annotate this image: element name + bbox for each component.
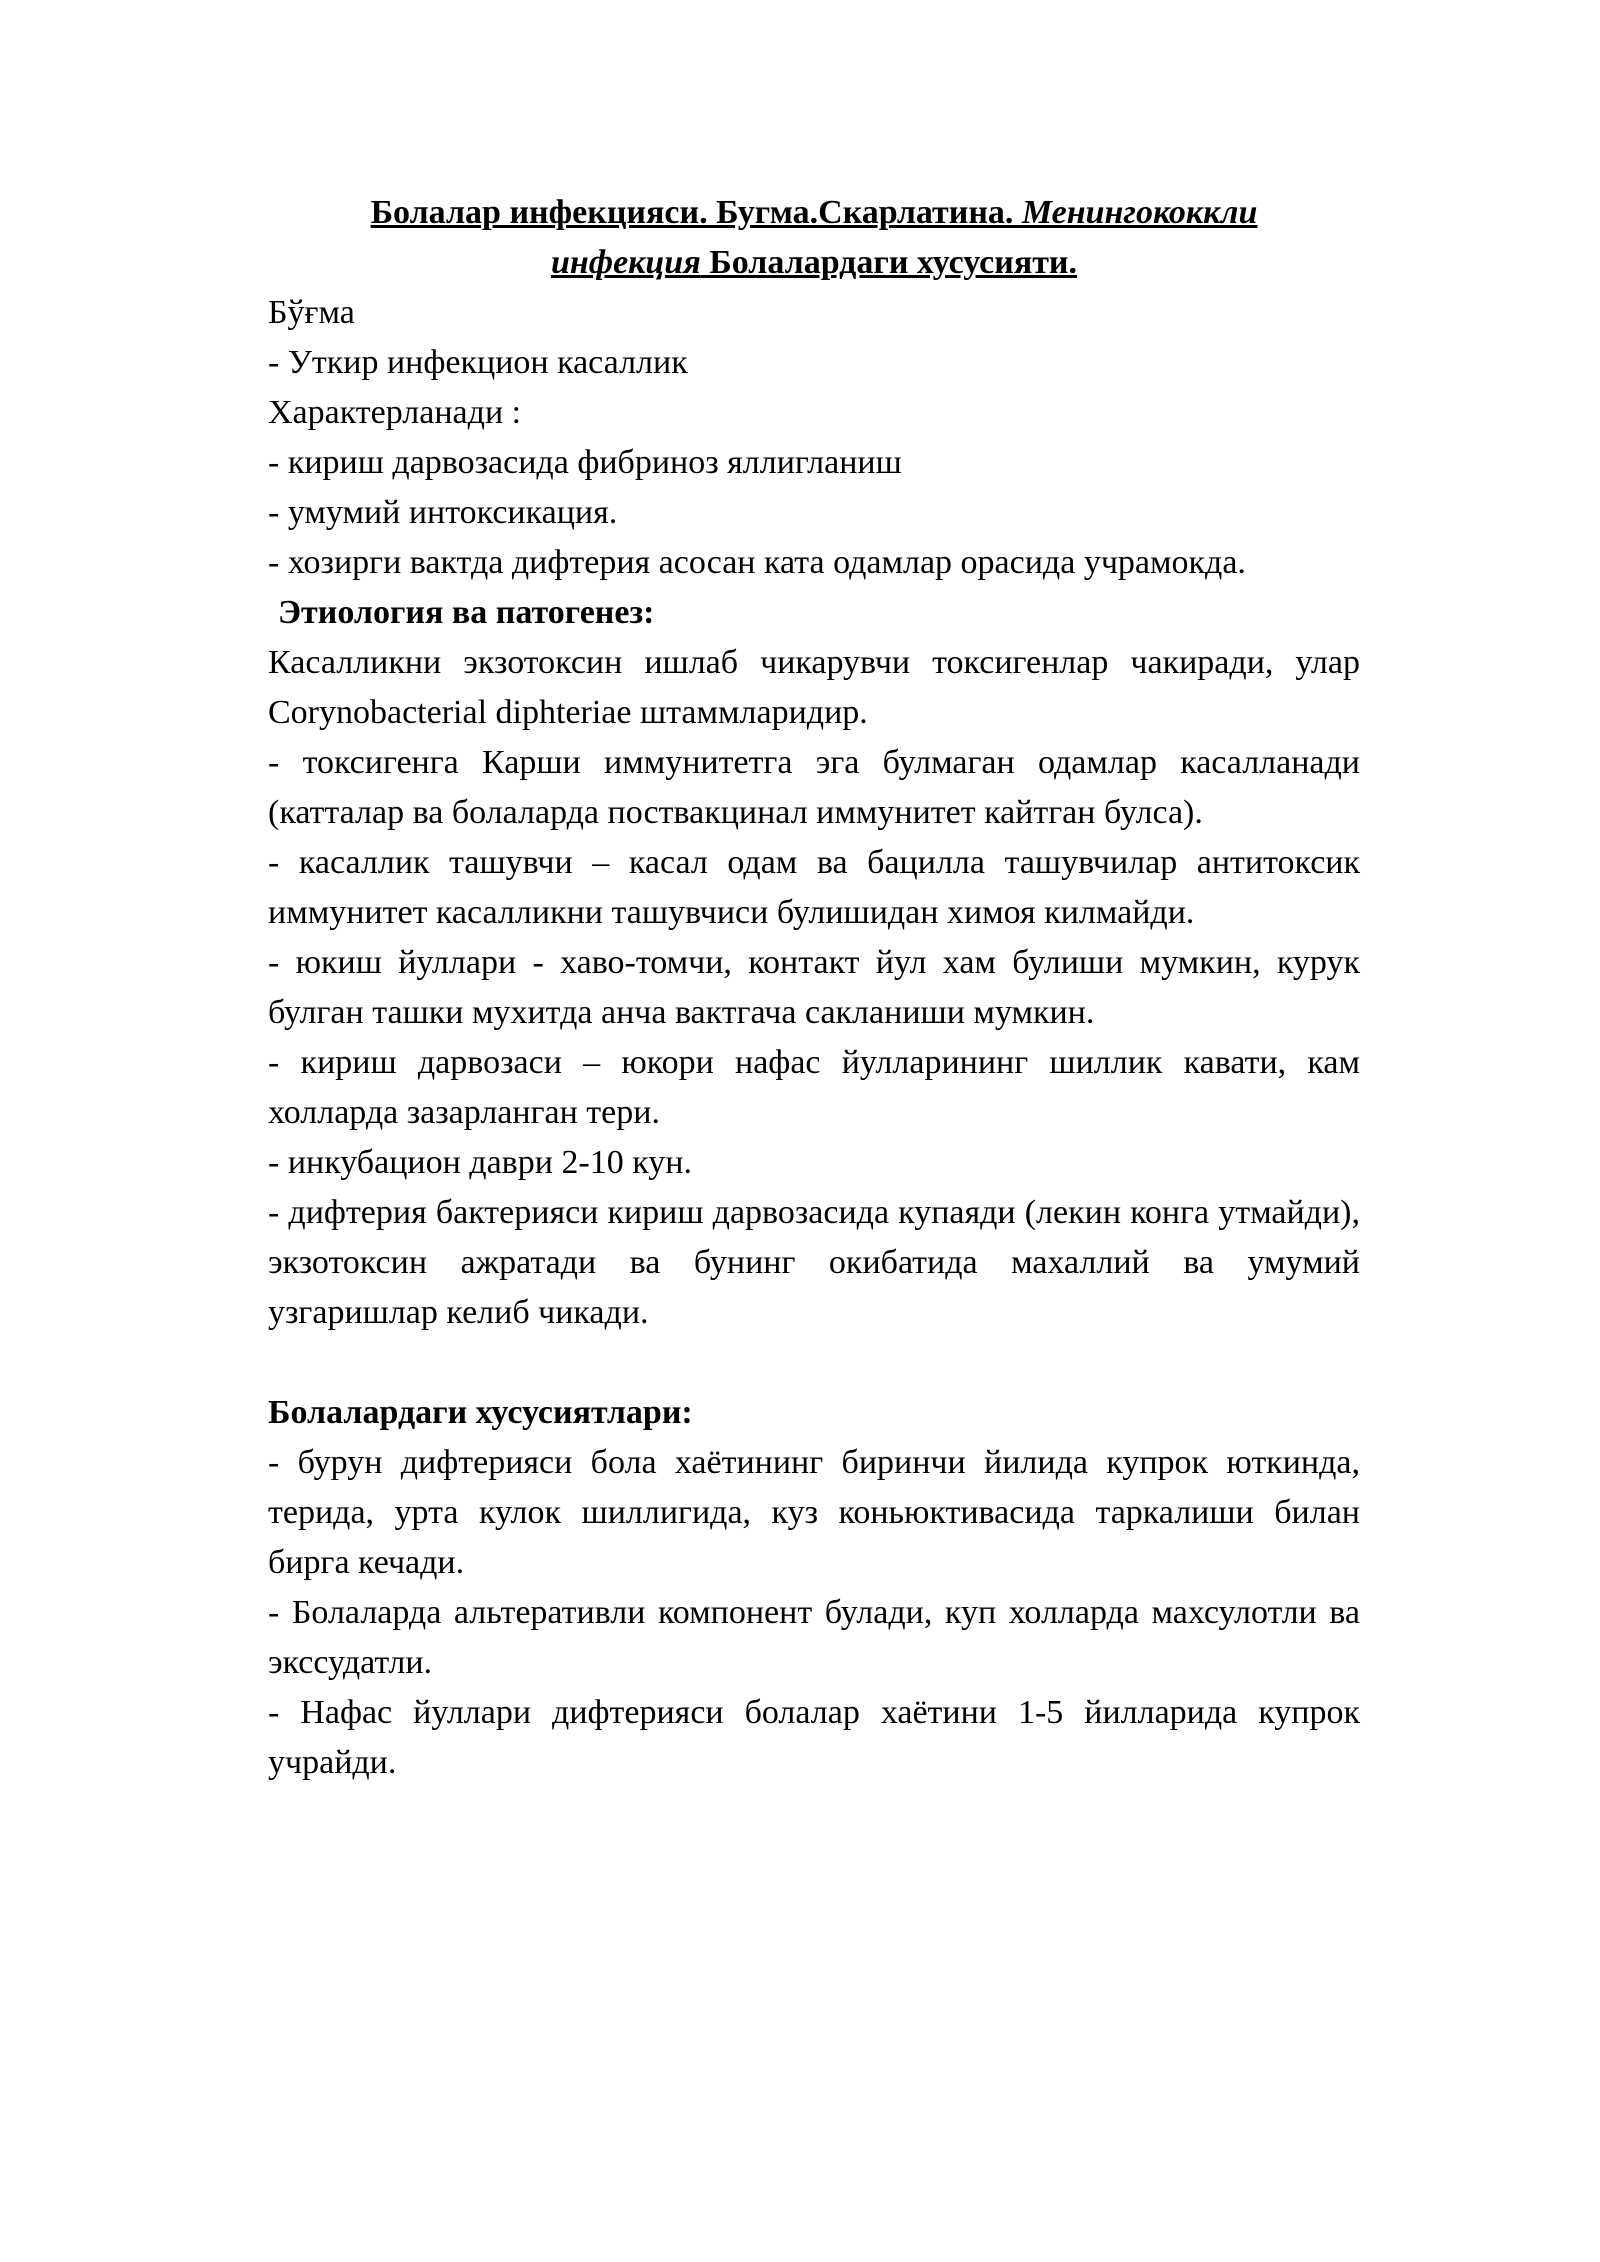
paragraph-entry-inflammation: - кириш дарвозасида фибриноз яллигланиш	[268, 444, 902, 481]
paragraph-susceptibility: - токсигенга Карши иммунитетга эга булмаган одамлар касалланади (катталар ва болаларда поствакцинал иммунитет кайтган булса).	[268, 744, 1360, 831]
document-page	[268, 188, 1360, 1788]
paragraph-respiratory-diphtheria: - Нафас йуллари дифтерияси болалар хаётини 1-5 йилларида купрок учрайди.	[268, 1694, 1360, 1781]
paragraph-incubation: - инкубацион даври 2-10 кун.	[268, 1144, 692, 1181]
paragraph-disease-name: Бўғма	[268, 294, 355, 331]
paragraph-carriers: - касаллик ташувчи – касал одам ва бацилла ташувчилар антитоксик иммунитет касалликни ташувчиси булишидан химоя килмайди.	[268, 844, 1360, 931]
paragraph-entry-gate: - кириш дарвозаси – юкори нафас йулларининг шиллик кавати, кам холларда зазарланган тери.	[268, 1044, 1360, 1131]
paragraph-transmission: - юкиш йуллари - хаво-томчи, контакт йул хам булиши мумкин, курук булган ташки мухитда анча вактгача сакланиши мумкин.	[268, 944, 1360, 1031]
paragraph-alterative-component: - Болаларда альтеративли компонент булади, куп холларда махсулотли ва экссудатли.	[268, 1594, 1360, 1681]
document-title	[268, 188, 1360, 288]
title-part-1: Болалар инфекцияси. Бугма.Скарлатина.	[370, 194, 1022, 231]
paragraph-pathogenesis: - дифтерия бактерияси кириш дарвозасида купаяди (лекин конга утмайди), экзотоксин ажратади ва бунинг окибатида махаллий ва умумий узгаришлар келиб чикади.	[268, 1194, 1360, 1331]
paragraph-nasal-diphtheria: - бурун дифтерияси бола хаётининг биринчи йилида купрок юткинда, терида, урта кулок шиллигида, куз коньюктивасида таркалиши билан бирга кечади.	[268, 1444, 1360, 1581]
heading-children-features: Болалардаги хусусиятлари:	[268, 1394, 693, 1431]
paragraph-intoxication: - умумий интоксикация.	[268, 494, 618, 531]
paragraph-definition: - Уткир инфекцион касаллик	[268, 344, 688, 381]
paragraph-current-occurrence: - хозирги вактда дифтерия асосан ката одамлар орасида учрамокда.	[268, 544, 1246, 581]
title-part-2-italic: Менингококкли инфекция	[550, 194, 1258, 281]
paragraph-characterized-by: Характерланади :	[268, 394, 522, 431]
paragraph-etiology-cause: Касалликни экзотоксин ишлаб чикарувчи токсигенлар чакиради, улар Corynobacterial diphteriae штаммларидир.	[268, 644, 1360, 731]
blank-line	[268, 1338, 1360, 1388]
title-part-3: Болалардаги хусусияти.	[700, 244, 1078, 281]
heading-etiology: Этиология ва патогенез:	[278, 594, 655, 631]
